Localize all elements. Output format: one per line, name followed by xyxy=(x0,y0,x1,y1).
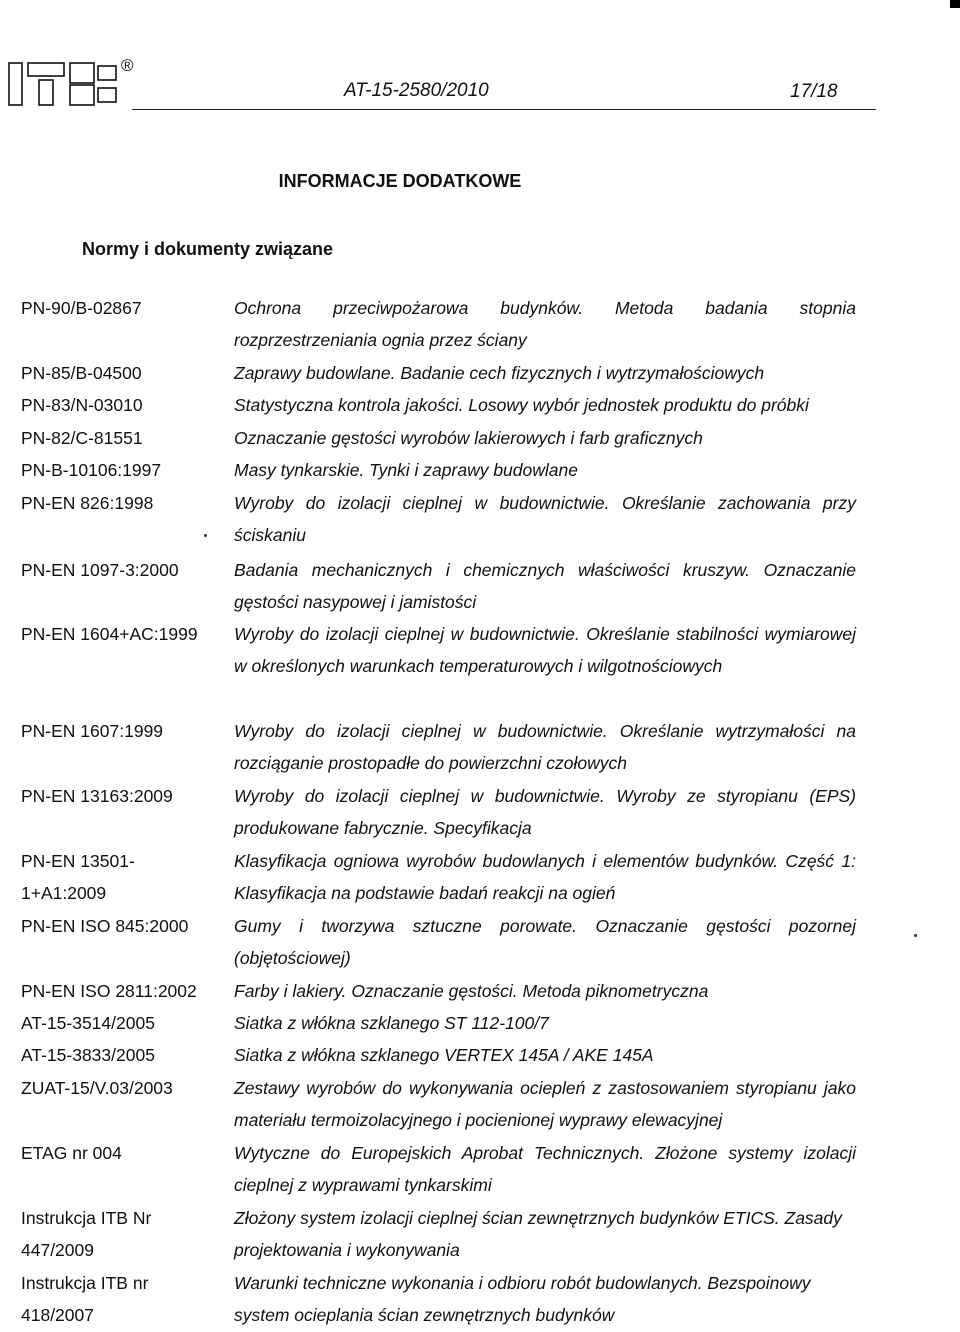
reference-code: PN-EN ISO 845:2000 xyxy=(21,916,189,936)
reference-code: AT-15-3514/2005 xyxy=(21,1013,155,1033)
reference-description: Wyroby do izolacji cieplnej w budownictwie. Wyroby ze styropianu (EPS) produkowane fabrycznie. Specyfikacja xyxy=(234,786,856,839)
reference-description: Wyroby do izolacji cieplnej w budownictwie. Określanie stabilności wymiarowej w określonych warunkach temperaturowych i wilgotnościowych xyxy=(234,624,856,677)
header-divider xyxy=(132,109,876,110)
reference-description: Gumy i tworzywa sztuczne porowate. Oznaczanie gęstości pozornej (objętościowej) xyxy=(234,916,856,969)
document-number: AT-15-2580/2010 xyxy=(344,80,489,101)
reference-code: Instrukcja ITB nr 418/2007 xyxy=(21,1273,149,1326)
reference-description: Wytyczne do Europejskich Aprobat Technicznych. Złożone systemy izolacji cieplnej z wyprawami tynkarskimi xyxy=(234,1143,856,1196)
scan-corner-mark xyxy=(950,0,960,8)
reference-description: Złożony system izolacji cieplnej ścian zewnętrznych budynków ETICS. Zasady projektowania i wykonywania xyxy=(234,1208,842,1261)
reference-description: Zaprawy budowlane. Badanie cech fizycznych i wytrzymałościowych xyxy=(234,363,765,383)
reference-code: PN-EN 1604+AC:1999 xyxy=(21,624,198,644)
reference-code: Instrukcja ITB Nr 447/2009 xyxy=(21,1208,152,1261)
reference-code: PN-EN 13163:2009 xyxy=(21,786,173,806)
reference-description: Badania mechanicznych i chemicznych właściwości kruszyw. Oznaczanie gęstości nasypowej i jamistości xyxy=(234,560,856,613)
reference-code: ETAG nr 004 xyxy=(21,1143,122,1163)
reference-description: Statystyczna kontrola jakości. Losowy wybór jednostek produktu do próbki xyxy=(234,395,809,415)
scan-artifact xyxy=(914,934,917,937)
reference-description: Ochrona przeciwpożarowa budynków. Metoda badania stopnia rozprzestrzeniania ognia przez ściany xyxy=(234,298,856,351)
reference-description: Warunki techniczne wykonania i odbioru robót budowlanych. Bezspoinowy system ocieplania ścian zewnętrznych budynków xyxy=(234,1273,811,1326)
page-title: INFORMACJE DODATKOWE xyxy=(278,171,522,191)
reference-code: PN-90/B-02867 xyxy=(21,298,142,318)
reference-description: Zestawy wyrobów do wykonywania ociepleń z zastosowaniem styropianu jako materiału termoizolacyjnego i pocienionej wyprawy elewacyjnej xyxy=(234,1078,856,1131)
itb-logo-icon xyxy=(8,62,120,106)
page-header xyxy=(0,0,960,115)
reference-description: Wyroby do izolacji cieplnej w budownictwie. Określanie zachowania przy ściskaniu xyxy=(234,493,856,546)
reference-code: PN-EN ISO 2811:2002 xyxy=(21,981,197,1001)
reference-description: Siatka z włókna szklanego ST 112-100/7 xyxy=(234,1013,549,1033)
reference-code: AT-15-3833/2005 xyxy=(21,1045,155,1065)
reference-code: PN-EN 1607:1999 xyxy=(21,721,164,741)
scan-artifact xyxy=(204,534,207,537)
reference-code: ZUAT-15/V.03/2003 xyxy=(21,1078,173,1098)
reference-code: PN-83/N-03010 xyxy=(21,395,143,415)
reference-code: PN-EN 13501- 1+A1:2009 xyxy=(21,851,135,904)
reference-description: Wyroby do izolacji cieplnej w budownictwie. Określanie wytrzymałości na rozciąganie prostopadłe do powierzchni czołowych xyxy=(234,721,856,774)
reference-description: Farby i lakiery. Oznaczanie gęstości. Metoda piknometryczna xyxy=(234,981,709,1001)
reference-code: PN-85/B-04500 xyxy=(21,363,142,383)
reference-description: Klasyfikacja ogniowa wyrobów budowlanych i elementów budynków. Część 1: Klasyfikacja na podstawie badań reakcji na ogień xyxy=(234,851,856,904)
reference-code: PN-EN 1097-3:2000 xyxy=(21,560,179,580)
reference-description: Masy tynkarskie. Tynki i zaprawy budowlane xyxy=(234,460,578,480)
reference-code: PN-82/C-81551 xyxy=(21,428,143,448)
reference-code: PN-EN 826:1998 xyxy=(21,493,154,513)
registered-mark: ® xyxy=(121,56,134,75)
reference-code: PN-B-10106:1997 xyxy=(21,460,162,480)
page-number: 17/18 xyxy=(790,81,838,102)
reference-description: Oznaczanie gęstości wyrobów lakierowych i farb graficznych xyxy=(234,428,703,448)
reference-description: Siatka z włókna szklanego VERTEX 145A / AKE 145A xyxy=(234,1045,654,1065)
section-title: Normy i dokumenty związane xyxy=(82,239,334,259)
